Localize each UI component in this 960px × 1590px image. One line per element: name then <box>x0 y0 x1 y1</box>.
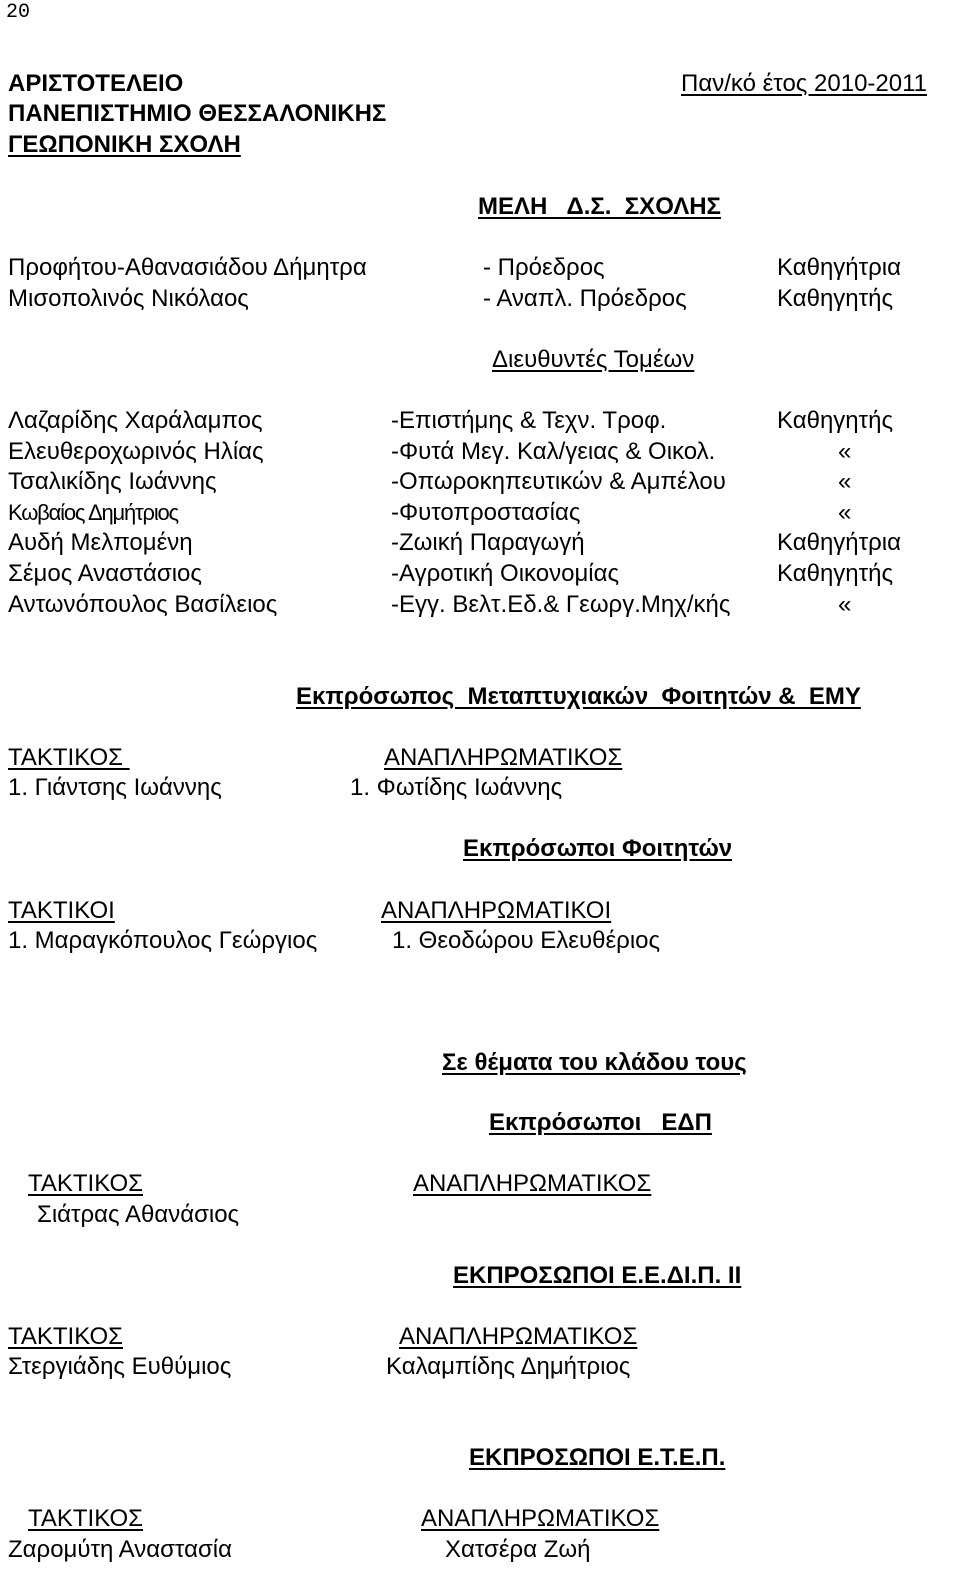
edp-substitute-label: ΑΝΑΠΛΗΡΩΜΑΤΙΚΟΣ <box>413 1170 652 1197</box>
page-number: 20 <box>6 1 31 24</box>
etep-regular-label: ΤΑΚΤΙΚΟΣ <box>28 1505 143 1532</box>
director-sector: -Ζωική Παραγωγή <box>391 529 585 556</box>
director-name: Κωβαίος Δημήτριος <box>8 500 178 525</box>
eedip-heading: ΕΚΠΡΟΣΩΠΟΙ Ε.Ε.ΔΙ.Π. ΙΙ <box>453 1262 742 1289</box>
postgrad-substitute-label: ΑΝΑΠΛΗΡΩΜΑΤΙΚΟΣ <box>384 744 623 771</box>
director-sector: -Επιστήμης & Τεχν. Τροφ. <box>391 407 667 434</box>
postgrad-heading: Εκπρόσωπος Μεταπτυχιακών Φοιτητών & ΕΜΥ <box>296 683 861 710</box>
director-name: Ελευθεροχωρινός Ηλίας <box>8 438 264 465</box>
director-title: Καθηγήτρια <box>777 529 901 556</box>
eedip-regular-member: Στεργιάδης Ευθύμιος <box>8 1353 232 1380</box>
director-sector: -Εγγ. Βελτ.Εδ.& Γεωργ.Μηχ/κής <box>391 591 731 618</box>
director-name: Τσαλικίδης Ιωάννης <box>8 468 217 495</box>
director-name: Σέμος Αναστάσιος <box>8 560 202 587</box>
director-title: Καθηγητής <box>777 560 894 587</box>
etep-regular-member: Ζαρομύτη Αναστασία <box>8 1536 232 1563</box>
edp-regular-label: ΤΑΚΤΙΚΟΣ <box>28 1170 143 1197</box>
director-name: Αυδή Μελπομένη <box>8 529 193 556</box>
director-name: Λαζαρίδης Χαράλαμπος <box>8 407 263 434</box>
eedip-substitute-member: Καλαμπίδης Δημήτριος <box>386 1353 631 1380</box>
university-line-2: ΠΑΝΕΠΙΣΤΗΜΙΟ ΘΕΣΣΑΛΟΝΙΚΗΣ <box>8 100 387 127</box>
member-name: Προφήτου-Αθανασιάδου Δήμητρα <box>8 254 367 281</box>
students-substitute-label: ΑΝΑΠΛΗΡΩΜΑΤΙΚΟΙ <box>381 897 612 924</box>
member-name: Μισοπολινός Νικόλαος <box>8 285 249 312</box>
member-title: Καθηγητής <box>777 285 894 312</box>
directors-heading: Διευθυντές Τομέων <box>492 346 695 373</box>
board-heading: ΜΕΛΗ Δ.Σ. ΣΧΟΛΗΣ <box>478 193 721 220</box>
member-title: Καθηγήτρια <box>777 254 901 281</box>
postgrad-regular-member: 1. Γιάντσης Ιωάννης <box>8 774 222 801</box>
director-title: « <box>838 499 852 526</box>
director-title: « <box>838 438 852 465</box>
university-line-1: ΑΡΙΣΤΟΤΕΛΕΙΟ <box>8 70 184 97</box>
edp-regular-member: Σιάτρας Αθανάσιος <box>37 1201 240 1228</box>
director-title: Καθηγητής <box>777 407 894 434</box>
school-name: ΓΕΩΠΟΝΙΚΗ ΣΧΟΛΗ <box>8 131 241 158</box>
director-name: Αντωνόπουλος Βασίλειος <box>8 591 278 618</box>
academic-year: Παν/κό έτος 2010-2011 <box>681 70 928 97</box>
students-heading: Εκπρόσωποι Φοιτητών <box>463 835 733 862</box>
director-sector: -Οπωροκηπευτικών & Αμπέλου <box>391 468 726 495</box>
students-regular-member: 1. Μαραγκόπουλος Γεώργιος <box>8 927 318 954</box>
director-sector: -Φυτά Μεγ. Καλ/γειας & Οικολ. <box>391 438 716 465</box>
etep-substitute-label: ΑΝΑΠΛΗΡΩΜΑΤΙΚΟΣ <box>421 1505 660 1532</box>
director-title: « <box>838 468 852 495</box>
postgrad-substitute-member: 1. Φωτίδης Ιωάννης <box>350 774 563 801</box>
director-title: « <box>838 591 852 618</box>
member-role: - Πρόεδρος <box>483 254 605 281</box>
branch-heading: Σε θέματα του κλάδου τους <box>442 1049 747 1076</box>
eedip-substitute-label: ΑΝΑΠΛΗΡΩΜΑΤΙΚΟΣ <box>399 1323 638 1350</box>
students-regular-label: ΤΑΚΤΙΚΟΙ <box>8 897 115 924</box>
students-substitute-member: 1. Θεοδώρου Ελευθέριος <box>392 927 661 954</box>
etep-substitute-member: Χατσέρα Ζωή <box>445 1536 591 1563</box>
eedip-regular-label: ΤΑΚΤΙΚΟΣ <box>8 1323 123 1350</box>
etep-heading: ΕΚΠΡΟΣΩΠΟΙ Ε.Τ.Ε.Π. <box>469 1444 726 1471</box>
edp-heading: Εκπρόσωποι ΕΔΠ <box>489 1109 712 1136</box>
director-sector: -Αγροτική Οικονομίας <box>391 560 620 587</box>
member-role: - Αναπλ. Πρόεδρος <box>483 285 687 312</box>
postgrad-regular-label: ΤΑΚΤΙΚΟΣ <box>8 744 130 771</box>
director-sector: -Φυτοπροστασίας <box>391 499 581 526</box>
